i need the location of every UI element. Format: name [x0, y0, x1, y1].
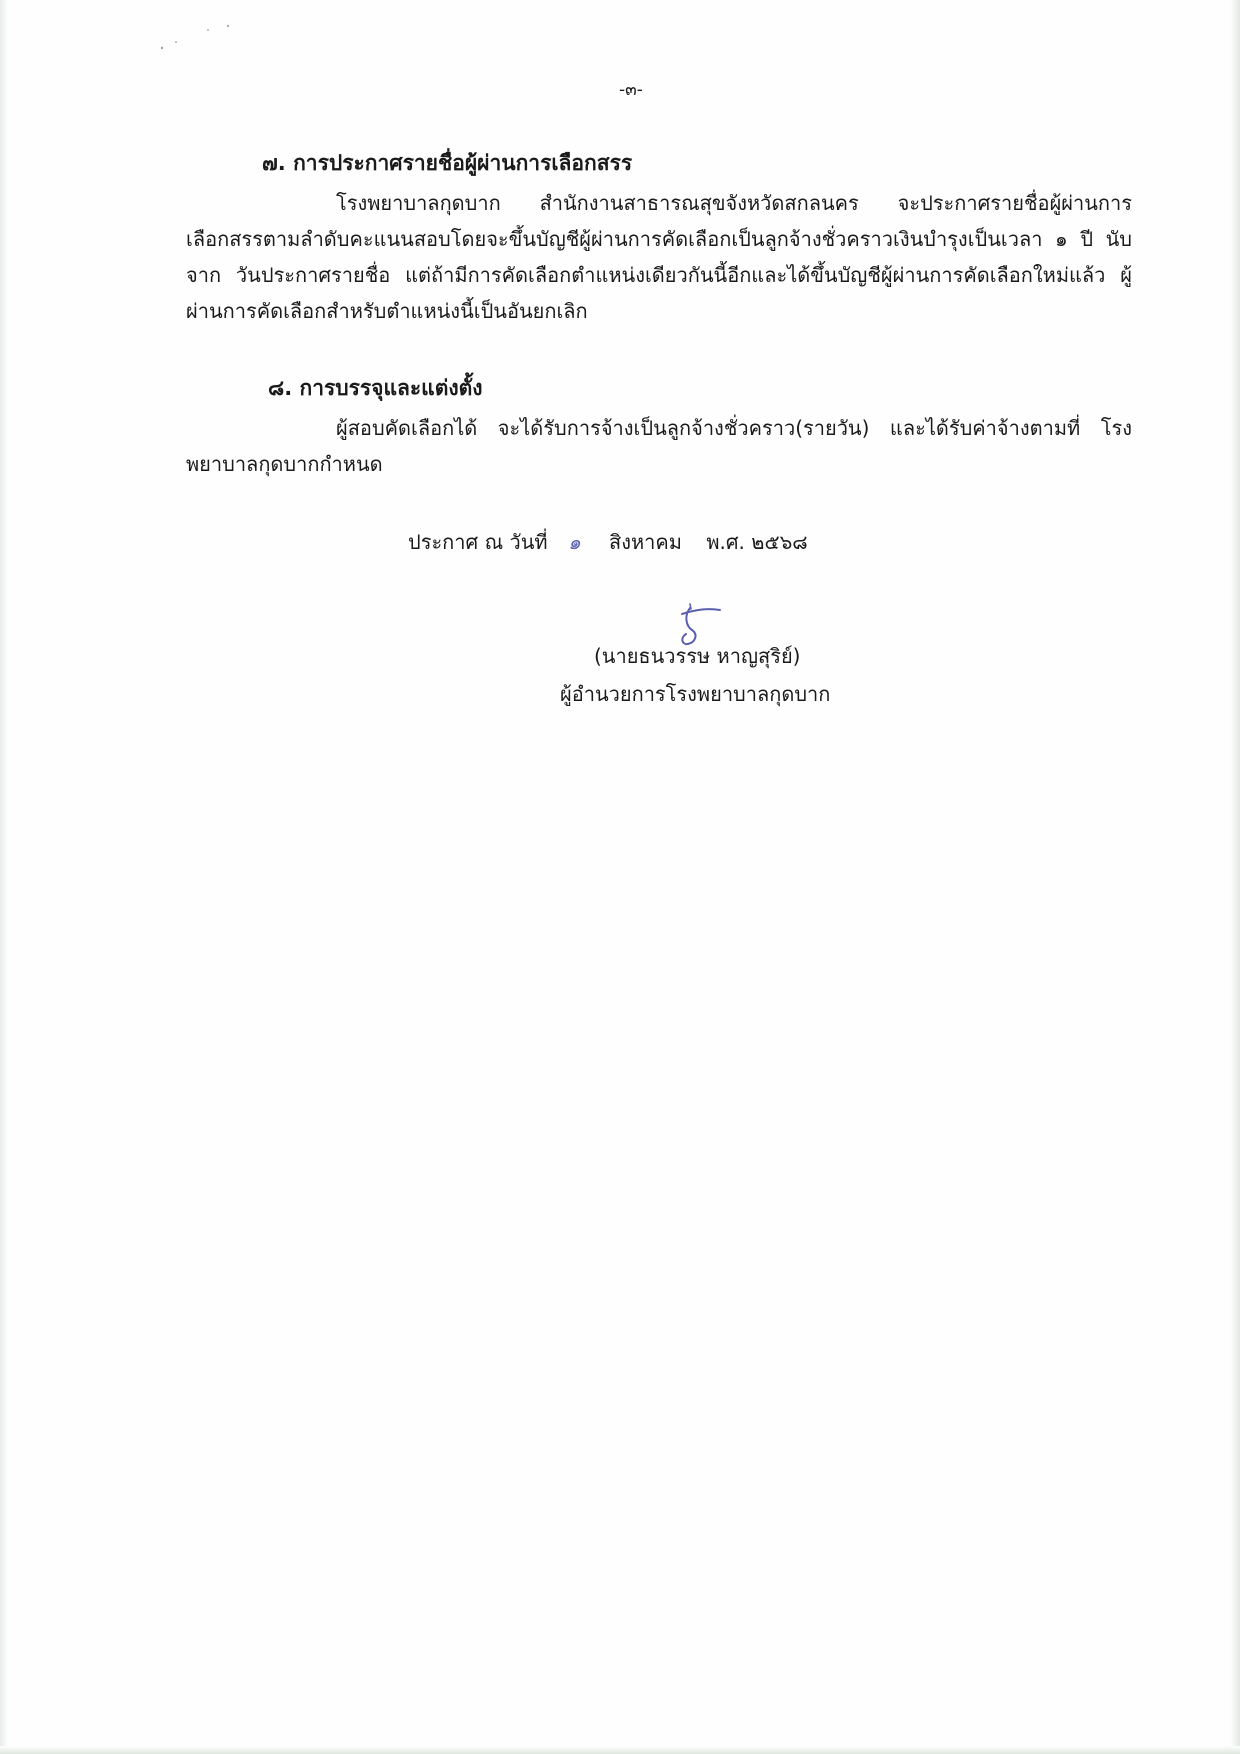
signer-title: ผู้อำนวยการโรงพยาบาลกุดบาก	[560, 682, 831, 706]
signer-name: (นายธนวรรษ หาญสุริย์)	[594, 644, 801, 668]
scan-bottom-edge	[0, 1746, 1240, 1754]
section-8-body: ผู้สอบคัดเลือกได้ จะได้รับการจ้างเป็นลูกจ้างชั่วคราว(รายวัน) และได้รับค่าจ้างตามที่ โรงพยาบาลกุดบากกำหนด	[186, 416, 1132, 476]
section-7-heading: ๗. การประกาศรายชื่อผู้ผ่านการเลือกสรร	[262, 151, 633, 175]
scan-specks	[150, 20, 240, 60]
announcement-year: พ.ศ. ๒๕๖๘	[706, 530, 808, 554]
scan-left-edge	[0, 0, 8, 1754]
announcement-day: ๑	[567, 530, 581, 554]
scan-right-edge	[1230, 0, 1240, 1754]
announcement-date	[408, 526, 808, 558]
announcement-prefix: ประกาศ ณ วันที่	[408, 530, 548, 554]
section-8-heading: ๘. การบรรจุและแต่งตั้ง	[268, 376, 483, 400]
announcement-month: สิงหาคม	[609, 530, 682, 554]
section-7-body: โรงพยาบาลกุดบาก สำนักงานสาธารณสุขจังหวัดสกลนคร จะประกาศรายชื่อผู้ผ่านการเลือกสรรตามลำดับคะแนนสอบโดยจะขึ้นบัญชีผู้ผ่านการคัดเลือกเป็นลูกจ้างชั่วคราวเงินบำรุงเป็นเวลา ๑ ปี นับจาก วันประกาศรายชื่อ แต่ถ้ามีการคัดเลือกตำแหน่งเดียวกันนี้อีกและได้ขึ้นบัญชีผู้ผ่านการคัดเลือกใหม่แล้ว ผู้ผ่านการคัดเลือกสำหรับตำแหน่งนี้เป็นอันยกเลิก	[186, 191, 1132, 323]
page-number: -๓-	[619, 80, 643, 100]
